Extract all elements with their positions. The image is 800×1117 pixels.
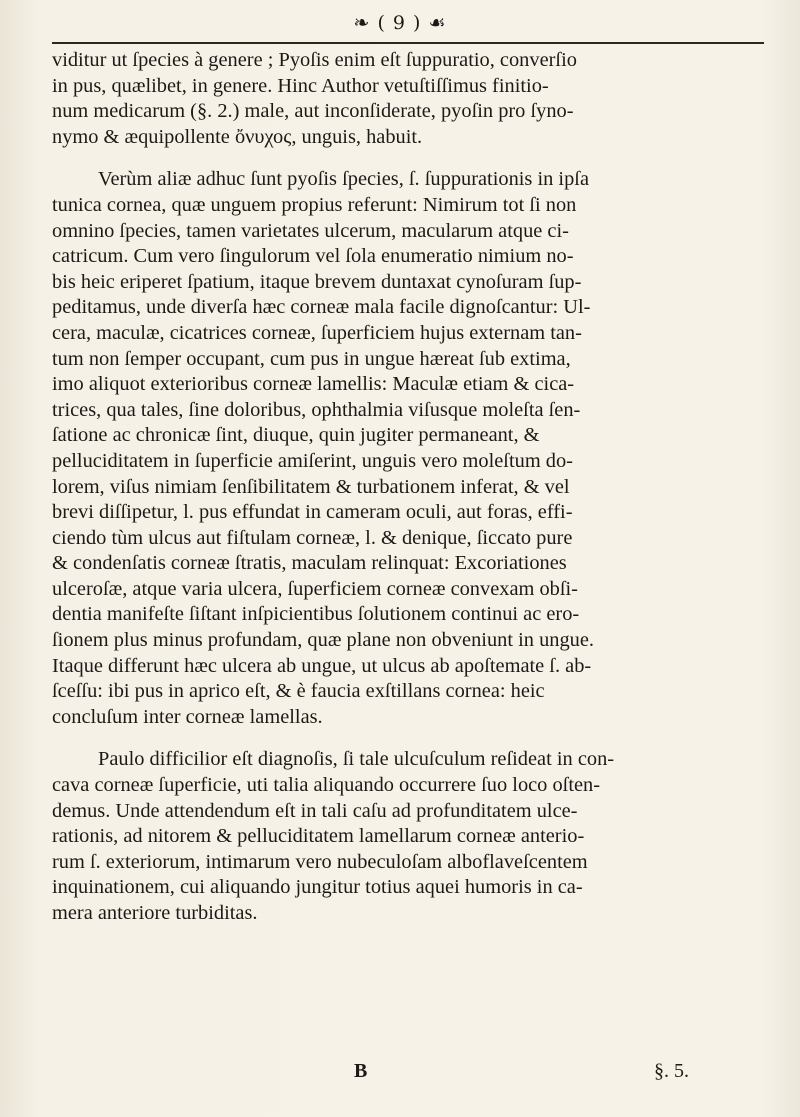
- ornament-right: ☙: [428, 12, 447, 34]
- catchword: §. 5.: [654, 1060, 689, 1082]
- text-line: pelluciditatem in ſuperficie amiſerint, unguis vero moleſtum do-: [52, 449, 573, 472]
- paragraph: [52, 167, 772, 730]
- text-line: mera anteriore turbiditas.: [52, 902, 258, 924]
- text-line: rationis, ad nitorem & pelluciditatem lamellarum corneæ anterio-: [52, 825, 585, 848]
- header-rule: [52, 42, 764, 44]
- text-line: ciendo tùm ulcus aut fiſtulam corneæ, l. & denique, ſiccato pure: [52, 526, 573, 549]
- text-line: Itaque differunt hæc ulcera ab ungue, ut ulcus ab apoſtemate ſ. ab-: [52, 654, 592, 677]
- text-line: nymo & æquipollente ὄνυχος, unguis, habuit.: [52, 125, 423, 148]
- page-header: [0, 12, 800, 34]
- text-line: dentia manifeſte ſiſtant inſpicientibus ſolutionem continui ac ero-: [52, 603, 580, 626]
- text-line: bis heic eriperet ſpatium, itaque brevem duntaxat cynoſuram ſup-: [52, 270, 582, 293]
- paragraph-gap: [52, 730, 772, 747]
- text-line: imo aliquot exterioribus corneæ lamellis: Maculæ etiam & cica-: [52, 373, 575, 396]
- ornament-left: ❧: [353, 12, 371, 34]
- text-line: catricum. Cum vero ſingulorum vel ſola enumeratio nimium no-: [52, 245, 574, 268]
- text-line: viditur ut ſpecies à genere ; Pyoſis enim eſt ſuppuratio, converſio: [52, 49, 577, 71]
- text-line: Paulo difficilior eſt diagnoſis, ſi tale ulcuſculum reſideat in con-: [98, 748, 615, 771]
- text-line: demus. Unde attendendum eſt in tali caſu ad profunditatem ulce-: [52, 799, 578, 822]
- text-line: lorem, viſus nimiam ſenſibilitatem & turbationem inferat, & vel: [52, 475, 570, 498]
- text-line: inquinationem, cui aliquando jungitur totius aquei humoris in ca-: [52, 876, 583, 899]
- signature-mark: B: [354, 1060, 368, 1082]
- paragraph: [52, 747, 772, 926]
- page-number: ( 9 ): [377, 12, 422, 34]
- text-line: ſatione ac chronicæ ſint, diuque, quin jugiter permaneant, &: [52, 424, 540, 447]
- text-line: brevi diſſipetur, l. pus effundat in cameram oculi, aut foras, effi-: [52, 501, 573, 524]
- text-line: cera, maculæ, cicatrices corneæ, ſuperficiem hujus externam tan-: [52, 321, 582, 344]
- text-line: in pus, quælibet, in genere. Hinc Author vetuſtiſſimus finitio-: [52, 74, 549, 97]
- paragraph-gap: [52, 150, 772, 167]
- paragraph: [52, 48, 772, 150]
- text-line: trices, qua tales, ſine doloribus, ophthalmia viſusque moleſta ſen-: [52, 398, 581, 421]
- text-line: & condenſatis corneæ ſtratis, maculam relinquat: Excoriationes: [52, 552, 567, 575]
- body-text: [52, 48, 772, 927]
- text-line: num medicarum (§. 2.) male, aut inconſiderate, pyoſin pro ſyno-: [52, 100, 574, 123]
- text-line: tum non ſemper occupant, cum pus in ungue hæreat ſub extima,: [52, 347, 571, 370]
- text-line: concluſum inter corneæ lamellas.: [52, 705, 323, 728]
- text-line: peditamus, unde diverſa hæc corneæ mala facile dignoſcantur: Ul-: [52, 296, 591, 319]
- text-line: ulceroſæ, atque varia ulcera, ſuperficiem corneæ convexam obſi-: [52, 577, 578, 600]
- text-line: cava corneæ ſuperficie, uti talia aliquando occurrere ſuo loco oſten-: [52, 774, 601, 797]
- text-line: tunica cornea, quæ unguem propius referunt: Nimirum tot ſi non: [52, 193, 577, 216]
- text-line: rum ſ. exteriorum, intimarum vero nubeculoſam alboflaveſcentem: [52, 850, 588, 873]
- text-line: omnino ſpecies, tamen varietates ulcerum, macularum atque ci-: [52, 219, 569, 242]
- text-line: ſionem plus minus profundam, quæ plane non obveniunt in ungue.: [52, 629, 594, 652]
- text-line: ſceſſu: ibi pus in aprico eſt, & è faucia exſtillans cornea: heic: [52, 680, 545, 703]
- text-line: Verùm aliæ adhuc ſunt pyoſis ſpecies, ſ. ſuppurationis in ipſa: [98, 168, 589, 191]
